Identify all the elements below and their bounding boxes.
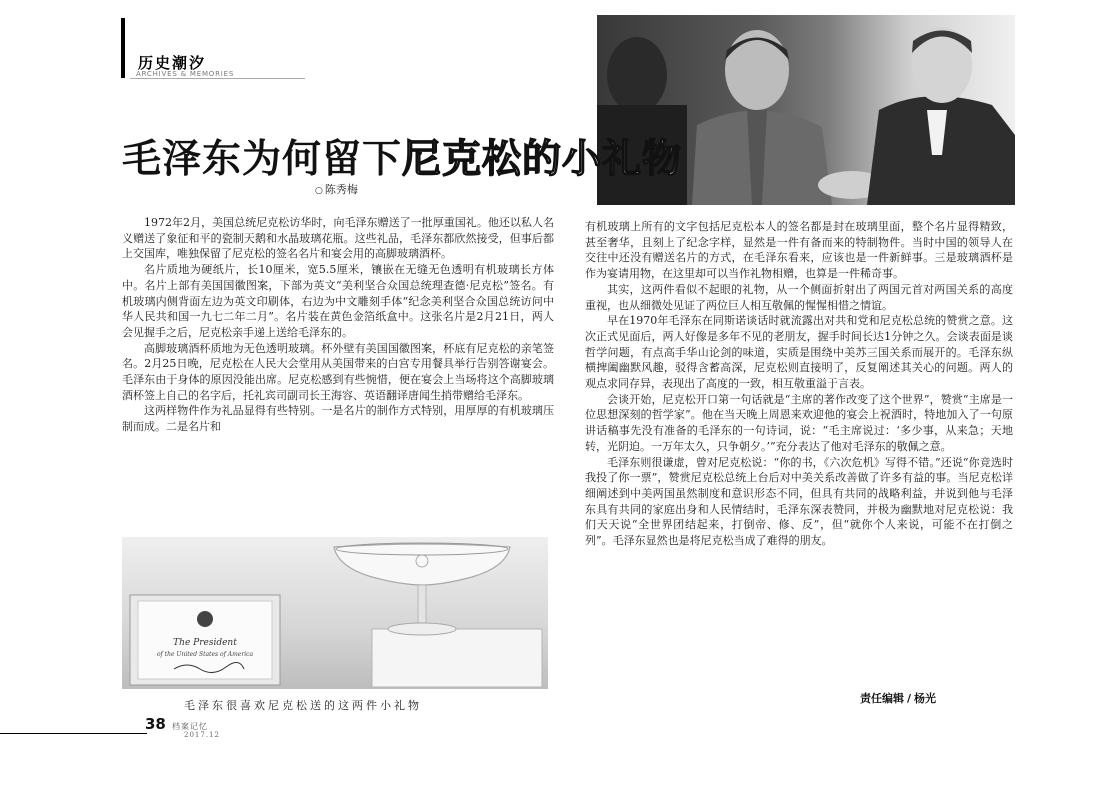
article-title-main: 毛泽东为何留下 [122, 137, 403, 182]
paragraph: 有机玻璃上所有的文字包括尼克松本人的签名都是封在玻璃里面，整个名片显得精致，甚至奢华，且刻上了纪念字样，显然是一件有备而来的特制物件。当时中国的领导人在交往中还没有赠送名片的方式，在毛泽东看来，应该也是一件新鲜事。三是玻璃酒杯是作为宴请用物，在这里却可以当作礼物相赠，也算是一件稀奇事。 [585, 220, 1013, 281]
paragraph: 名片质地为硬纸片，长10厘米，宽5.5厘米，镶嵌在无缝无色透明有机玻璃长方体中。名片上部有美国国徽图案，下部为英文“美利坚合众国总统理查德·尼克松”签名。有机玻璃内侧背面左边为英文印刷体，右边为中文雕刻手体“纪念美利坚合众国总统访问中华人民共和国一九七二年二月”。名片装在黄色金箔纸盒中。这张名片是2月21日，两人会见握手之后，尼克松亲手递上送给毛泽东的。 [122, 263, 554, 339]
editor-credit [860, 690, 936, 706]
card-line-1: The President [173, 638, 237, 648]
gifts-photo-illustration [122, 537, 548, 689]
paragraph: 1972年2月，美国总统尼克松访华时，向毛泽东赠送了一批厚重国礼。他还以私人名义赠送了象征和平的瓷制天鹅和水晶玻璃花瓶。这些礼品，毛泽东都欣然接受，但事后都上交国库，唯独保留了尼克松的签名名片和宴会用的高脚玻璃酒杯。 [122, 216, 554, 261]
paragraph: 会谈开始，尼克松开口第一句话就是“主席的著作改变了这个世界”，赞赏“主席是一位思想深刻的哲学家”。他在当天晚上周恩来欢迎他的宴会上祝酒时，特地加入了一句原讲话稿事先没有准备的毛泽东的一句诗词，说：“毛主席说过：‘多少事，从来急；天地转，光阴迫。一万年太久，只争朝夕。’”充分表达了他对毛泽东的敬佩之意。 [585, 392, 1013, 453]
editor-separator: / [907, 692, 912, 705]
body-column-right [585, 219, 1013, 549]
footer-rule [0, 733, 147, 734]
column-accent-bar [121, 18, 125, 78]
byline-marker: ○ [315, 186, 323, 196]
column-title: 历史潮汐 [138, 54, 207, 72]
article-title [122, 128, 682, 184]
magazine-name: 档案记忆 [172, 722, 208, 731]
paragraph: 毛泽东则很谦虚，曾对尼克松说：“你的书，《六次危机》写得不错。”还说“你竞选时我投了你一票”，赞赏尼克松总统上台后对中美关系改善做了许多有益的事。当尼克松详细阐述到中美两国虽然制度和意识形态不同，但具有共同的战略利益，并说到他与毛泽东具有共同的家庭出身和人民情结时，毛泽东深表赞同，并极为幽默地对尼克松说：我们天天说“全世界团结起来，打倒帝、修、反”，但“就你个人来说，可能不在打倒之列”。毛泽东显然也是将尼克松当成了难得的朋友。 [585, 455, 1013, 548]
editor-name: 杨光 [914, 692, 937, 705]
paragraph: 其实，这两件看似不起眼的礼物，从一个侧面折射出了两国元首对两国关系的高度重视，也从细微处见证了两位巨人相互敬佩的惺惺相惜之情谊。 [585, 282, 1013, 312]
paragraph: 早在1970年毛泽东在同斯诺谈话时就流露出对共和党和尼克松总统的赞赏之意。这次正式见面后，两人好像是多年不见的老朋友，握手时间长达1分钟之久。会谈表面是谈哲学问题，有点高手华山论剑的味道，实质是围绕中美苏三国关系而展开的。毛泽东纵横捭阖幽默风趣，驳得含蓄高深，尼克松则直接明了，反复阐述其关心的问题。两人的观点求同存异，表现出了高度的一致，相互敬重溢于言表。 [585, 314, 1013, 391]
page-number: 38 [145, 715, 166, 733]
article-title-tail: 尼克松的小礼物 [402, 137, 683, 182]
column-subtitle: ARCHIVES & MEMORIES [136, 70, 235, 78]
body-column-left [122, 215, 554, 435]
figure-caption: 毛泽东很喜欢尼克松送的这两件小礼物 [184, 699, 422, 712]
paragraph: 这两样物件作为礼品显得有些特别。一是名片的制作方式特别，用厚厚的有机玻璃压制而成。二是名片和 [122, 404, 554, 434]
gifts-photo [122, 537, 548, 689]
card-line-2: of the United States of America [156, 651, 254, 658]
issue-date: 2017.12 [184, 731, 220, 739]
column-underline [130, 78, 305, 79]
author-name: 陈秀梅 [324, 183, 358, 196]
paragraph: 高脚玻璃酒杯质地为无色透明玻璃。杯外壁有美国国徽图案，杯底有尼克松的亲笔签名。2月25日晚，尼克松在人民大会堂用从美国带来的白宫专用餐具举行告别答谢宴会。毛泽东由于身体的原因没能出席。尼克松感到有些惋惜，便在宴会上当场将这个高脚玻璃酒杯签上自己的名字后，托礼宾司副司长王海容、英语翻译唐闻生捎带赠给毛泽东。 [122, 341, 554, 402]
editor-label: 责任编辑 [860, 692, 904, 705]
